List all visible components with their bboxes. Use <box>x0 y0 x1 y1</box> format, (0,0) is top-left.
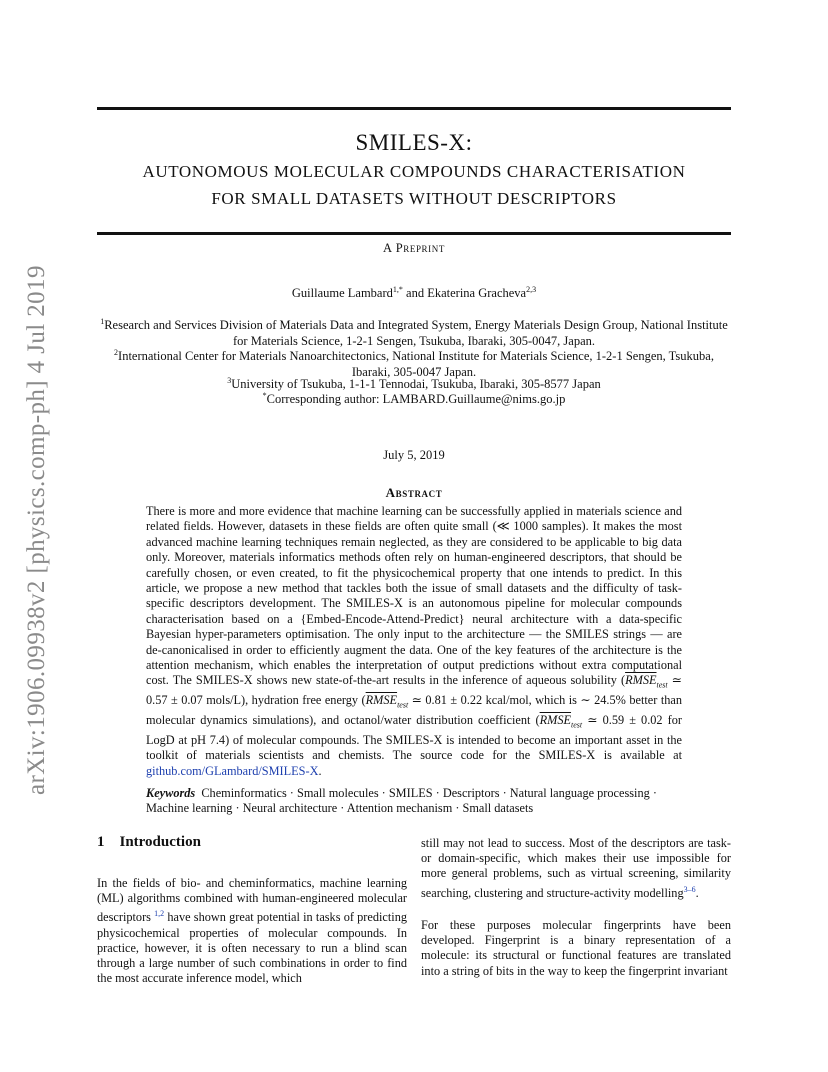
affiliation-3-mark: 3 <box>227 376 232 385</box>
arxiv-stamp: arXiv:1906.09938v2 [physics.comp-ph] 4 Jul 2019 <box>23 265 50 795</box>
math-sub-3: test <box>571 720 583 730</box>
abstract-body <box>146 504 682 779</box>
keywords <box>146 786 682 817</box>
author-2-affiliation: 2,3 <box>526 285 537 294</box>
section-heading <box>97 834 201 851</box>
affiliation-2-text: International Center for Materials Nanoarchitectonics, National Institute for Materials Science, 1-2-1 Sengen, Tsukuba, Ibaraki, 305-0047 Japan. <box>118 349 714 380</box>
preprint-label: A Preprint <box>383 241 445 255</box>
intro-right-text-a: still may not lead to success. Most of the descriptors are task- or domain-specific, which makes their use impossible for more general problems, such as virtual screening, similarity searching, clustering and structure-activity modelling <box>421 836 731 900</box>
author-conjunction: and <box>402 286 428 301</box>
keywords-label: Keywords <box>146 786 196 800</box>
affiliation-1-text: Research and Services Division of Materials Data and Integrated System, Energy Materials Design Group, National Institute for Materials Science, 1-2-1 Sengen, Tsukuba, Ibaraki, 305-0047, Japan. <box>104 318 728 349</box>
top-rule <box>97 107 731 110</box>
bottom-rule <box>97 232 731 235</box>
section-number: 1 <box>97 834 105 850</box>
intro-left-text-b: have shown great potential in tasks of predicting physicochemical properties of molecular compounds. In practice, however, it is often necessary to run a blind scan through a large number of such combinations in order to find the most accurate inference model, which <box>97 910 408 986</box>
paper-subtitle-line2: FOR SMALL DATASETS WITHOUT DESCRIPTORS <box>211 189 617 208</box>
math-rmse-1: RMSE <box>625 673 657 688</box>
publication-date: July 5, 2019 <box>383 448 445 462</box>
intro-right-end: . <box>695 885 699 900</box>
abstract-text-2: ≃ 0.57 ± 0.07 mols/L), hydration free energy ( <box>146 673 682 708</box>
intro-right-column <box>421 836 731 901</box>
author-1-affiliation: 1,* <box>392 285 403 294</box>
math-sub-1: test <box>656 680 668 690</box>
math-rmse-2: RMSE <box>365 693 398 708</box>
abstract-text-1: There is more and more evidence that machine learning can be successfully applied in materials science and related fields. However, datasets in these fields are often quite small (≪ 1000 samples). It makes the most advanced machine learning techniques remain neglected, as they are considered to be applicable to big data only. Moreover, materials informatics methods often rely on human-engineered descriptors, that should be carefully chosen, or even created, to fit the physicochemical property that one intends to predict. In this article, we propose a new method that tackles both the issue of small datasets and the difficulty of task-specific descriptors development. The SMILES-X is an autonomous pipeline for molecular compounds characterisation based on a {Embed-Encode-Attend-Predict} neural architecture with a data-specific Bayesian hyper-parameters optimisation. The only input to the architecture — the SMILES strings — are de-canonicalised in order to efficiently augment the data. One of the key features of the architecture is the attention mechanism, which enables the interpretation of output predictions without extra computational cost. The SMILES-X shows new state-of-the-art results in the inference of aqueous solubility ( <box>146 504 682 688</box>
corresponding-mark: * <box>262 391 267 400</box>
math-sub-2: test <box>397 700 409 710</box>
abstract-text-3: ≃ 0.81 ± 0.22 kcal/mol, which is ∼ 24.5% better than molecular dynamics simulations), and octanol/water distribution coefficient ( <box>146 693 682 728</box>
abstract-text-4: ≃ 0.59 ± 0.02 for LogD at pH 7.4) of molecular compounds. The SMILES-X is intended to become an important asset in the toolkit of materials scientists and chemists. The source code for the SMILES-X is available at <box>146 713 682 763</box>
section-title: Introduction <box>119 834 201 850</box>
intro-left-text-a: In the fields of bio- and cheminformatics, machine learning (ML) algorithms combined with human-engineered molecular descriptors <box>97 876 407 925</box>
math-rmse-3: RMSE <box>539 713 572 728</box>
intro-right-paragraph-2: For these purposes molecular fingerprints have been developed. Fingerprint is a binary representation of a molecule: its structural or functional features are translated into a string of bits in the way to keep the fingerprint invariant <box>421 918 731 978</box>
author-2: Ekaterina Gracheva <box>427 286 527 301</box>
citation-3-6[interactable]: 3–6 <box>683 884 696 894</box>
citation-1-2[interactable]: 1,2 <box>154 909 165 919</box>
author-1: Guillaume Lambard <box>291 286 393 301</box>
affiliation-2-mark: 2 <box>114 348 119 357</box>
keywords-text: Cheminformatics · Small molecules · SMILES · Descriptors · Natural language processing · Machine learning · Neural architecture · Attention mechanism · Small datasets <box>146 786 657 816</box>
intro-left-column <box>97 876 407 987</box>
corresponding-author <box>97 388 731 407</box>
affiliation-1-mark: 1 <box>100 317 105 326</box>
authors <box>97 285 731 301</box>
paper-subtitle-line1: AUTONOMOUS MOLECULAR COMPOUNDS CHARACTERISATION <box>142 162 686 181</box>
affiliation-1 <box>97 314 731 349</box>
source-code-link[interactable]: github.com/GLambard/SMILES-X <box>146 763 319 778</box>
abstract-heading: Abstract <box>385 485 443 500</box>
affiliation-3-text: University of Tsukuba, 1-1-1 Tennodai, Tsukuba, Ibaraki, 305-8577 Japan <box>231 377 601 392</box>
paper-title: SMILES-X: <box>355 130 473 155</box>
abstract-end: . <box>318 763 322 778</box>
corresponding-author-text: Corresponding author: LAMBARD.Guillaume@nims.go.jp <box>266 392 566 407</box>
